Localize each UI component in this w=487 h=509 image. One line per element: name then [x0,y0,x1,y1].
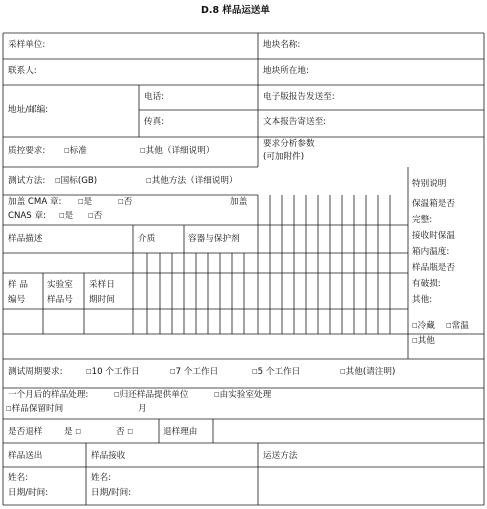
lab-no-header-1: 实验室 [47,280,73,290]
send-header: 样品送出 [8,451,43,461]
method-gb-option[interactable] [55,177,97,186]
special-note-list [412,196,455,308]
disposal-return-option[interactable] [114,391,188,400]
disposal-lab-label: 由实验室处理 [219,390,272,400]
site-location-field[interactable]: 地块所在地: [263,66,309,76]
checkbox-icon[interactable]: □ [146,177,152,184]
sample-no-header-1: 样 品 [8,280,28,290]
checkbox-icon[interactable]: □ [59,212,65,219]
checkbox-icon[interactable]: □ [75,428,82,435]
checkbox-icon[interactable]: □ [214,391,220,398]
special-note-line: 保温箱是否 [412,199,455,209]
analysis-params-label: 要求分析参数 [263,139,315,149]
checkbox-icon[interactable]: □ [78,198,84,205]
storage-normal-label: 常温 [451,321,469,331]
retain-label: 样品保留时间 [11,404,64,414]
receive-datetime-field[interactable]: 日期/时间: [91,488,132,498]
fax-field[interactable]: 传真: [144,117,165,127]
send-name-field[interactable]: 姓名: [8,473,29,483]
cma-yes-label: 是 [83,197,93,207]
cycle-label: 测试周期要求: [8,367,63,377]
return-label: 是否退样 [8,427,43,437]
retain-month-label: 月 [138,404,147,414]
receive-header: 样品接收 [91,451,126,461]
cycle-10d-option[interactable] [86,368,140,377]
return-no-label: 否 [116,427,125,437]
form-title: D.8 样品运送单 [201,5,270,16]
disposal-return-label: 归还样品提供单位 [119,390,189,400]
send-datetime-field[interactable]: 日期/时间: [8,488,49,498]
cycle-5d-option[interactable] [252,368,300,377]
checkbox-icon[interactable]: □ [86,368,92,375]
checkbox-icon[interactable]: □ [114,391,120,398]
return-yes-option[interactable] [64,428,81,437]
qc-standard-label: 标准 [69,146,87,156]
cycle-7d-label: 7 个工作日 [175,367,219,377]
special-note-line: 完整: [412,215,433,225]
cnas-yes-label: 是 [64,211,74,221]
sample-no-header-2: 编号 [8,295,26,305]
method-label: 测试方法: [8,176,46,186]
cycle-5d-label: 5 个工作日 [257,367,301,377]
checkbox-icon[interactable]: □ [64,147,70,154]
contact-field[interactable]: 联系人: [8,66,37,76]
disposal-label: 一个月后的样品处理: [8,390,89,400]
cycle-7d-option[interactable] [170,368,218,377]
checkbox-icon[interactable]: □ [252,368,258,375]
paper-report-field[interactable]: 文本报告寄送至: [263,117,327,127]
cycle-other-label: 其他(请注明) [345,367,396,377]
special-note-heading: 特别说明 [412,179,447,189]
disposal-lab-option[interactable] [214,391,271,400]
checkbox-icon[interactable]: □ [340,368,346,375]
container-header: 容器与保护剂 [188,234,240,244]
qc-standard-option[interactable] [64,147,87,156]
special-note-line: 接收时保温 [412,231,455,241]
return-no-option[interactable] [116,428,133,437]
e-report-field[interactable]: 电子版报告发送至: [263,92,335,102]
cma-no-label: 否 [123,197,133,207]
checkbox-icon[interactable]: □ [412,322,418,329]
cycle-10d-label: 10 个工作日 [91,367,140,377]
lab-no-header-2: 样品号 [47,295,73,305]
attachable-note: (可加附件) [263,152,305,162]
sample-date-header-1: 采样日 [89,280,115,290]
storage-frozen-label: 冷藏 [417,321,435,331]
storage-frozen-option[interactable] [412,322,435,331]
checkbox-icon[interactable]: □ [6,405,12,412]
sample-desc-header: 样品描述 [8,234,43,244]
transport-header: 运送方法 [263,451,298,461]
checkbox-icon[interactable]: □ [412,337,418,344]
cma-label: 加盖 CMA 章: [8,197,62,207]
checkbox-icon[interactable]: □ [88,212,94,219]
cnas-no-option[interactable] [88,212,102,221]
return-yes-label: 是 [64,427,73,437]
cnas-no-label: 否 [93,211,103,221]
checkbox-icon[interactable]: □ [140,147,146,154]
qc-other-option[interactable] [140,147,214,156]
checkbox-icon[interactable]: □ [446,322,452,329]
site-name-field[interactable]: 地块名称: [263,40,301,50]
method-other-label: 其他方法（详细说明） [151,176,238,186]
return-reason-field[interactable]: 退样理由 [163,427,198,437]
special-note-line: 其他: [412,295,433,305]
qc-label: 质控要求: [8,146,46,156]
checkbox-icon[interactable]: □ [170,368,176,375]
cycle-other-option[interactable] [340,368,395,377]
special-note-line: 有破损: [412,279,441,289]
checkbox-icon[interactable]: □ [55,177,61,184]
phone-field[interactable]: 电话: [144,92,165,102]
cnas-yes-option[interactable] [59,212,73,221]
receive-name-field[interactable]: 姓名: [91,473,112,483]
checkbox-icon[interactable]: □ [118,198,124,205]
medium-header: 介质 [138,234,156,244]
address-field[interactable]: 地址/邮编: [8,105,49,115]
sample-unit-field[interactable]: 采样单位: [8,40,46,50]
storage-other-label: 其他 [417,336,435,346]
qc-other-label: 其他（详细说明） [145,146,215,156]
cnas-label: CNAS 章: [8,211,46,221]
cma-no-option[interactable] [118,198,132,207]
method-gb-label: 国标(GB) [60,176,98,186]
storage-normal-option[interactable] [446,322,469,331]
checkbox-icon[interactable]: □ [127,428,134,435]
retain-option[interactable] [6,405,63,414]
cma-yes-option[interactable] [78,198,92,207]
sample-date-header-2: 期时间 [89,295,115,305]
special-note-line: 样品瓶是否 [412,263,455,273]
special-note-line: 箱内温度: [412,247,450,257]
method-other-option[interactable] [146,177,238,186]
cma-right-label: 加盖 [230,197,248,207]
storage-other-option[interactable] [412,337,435,346]
